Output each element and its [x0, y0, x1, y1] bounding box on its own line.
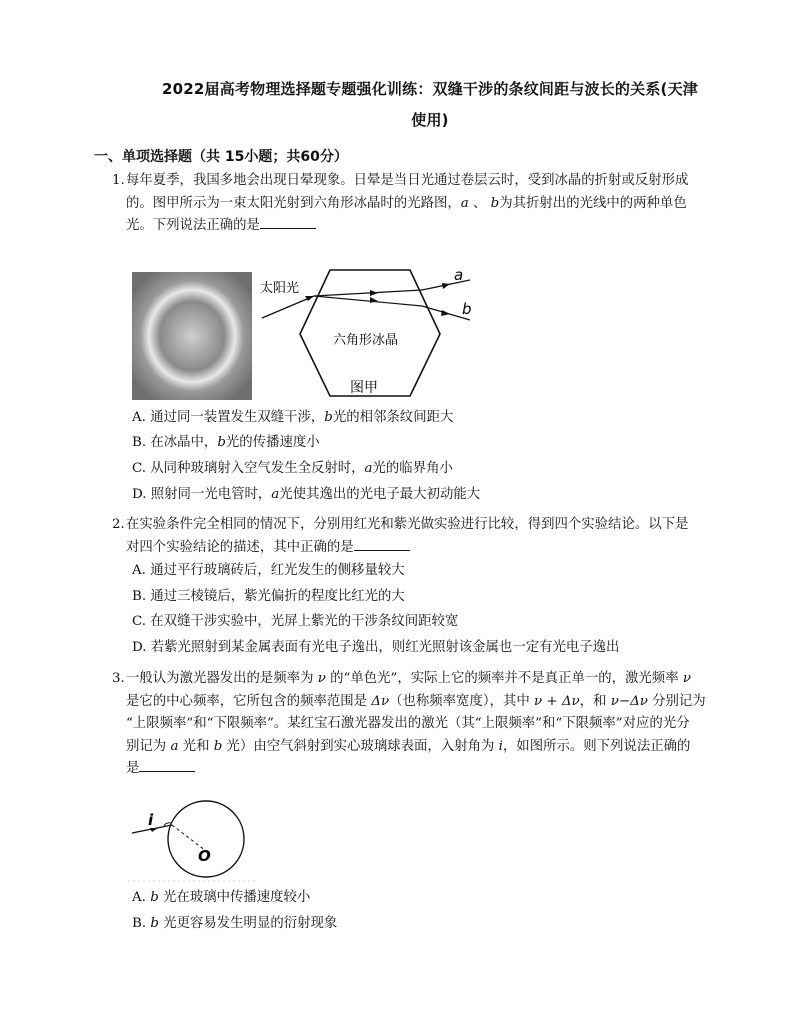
- question-3: 3.一般认为激光器发出的是频率为 ν 的“单色光”，实际上它的频率并不是真正单一的，激光频率 ν 是它的中心频率，它所包含的频率范围是 Δν（也称频率宽度），其中 ν + Δν，和 ν−Δν 分别记为 “上限频率”和“下限频率”。某红宝石激光器发出的激光（其“上限频率”和“下限频率”对应的光分 别记为 a 光和 b 光）由空气斜射到实心玻璃球表面，入射角为 i，如图所示。则下列说法正确的 是: [112, 668, 708, 781]
- title-line-2: 使用): [411, 111, 449, 129]
- option-a[interactable]: A. 通过平行玻璃砖后，红光发生的侧移量较大: [132, 563, 405, 578]
- q1-text-line2a: 的。图甲所示为一束太阳光射到六角形冰晶时的光路图，: [126, 195, 461, 211]
- option-c[interactable]: C. 从同种玻璃射入空气发生全反射时，a光的临界角小: [132, 461, 453, 476]
- answer-blank: [260, 216, 316, 229]
- question-number: 3.: [112, 671, 125, 686]
- center-o-label: O: [198, 847, 211, 865]
- var-b: b: [490, 195, 500, 211]
- figure-3: [128, 795, 258, 887]
- q1-text-line3: 光。下列说法正确的是: [126, 218, 260, 233]
- q1-text-line2b: 、: [468, 195, 487, 211]
- title-line-1: 2022届高考物理选择题专题强化训练：双缝干涉的条纹间距与波长的关系(天津: [161, 80, 698, 98]
- answer-blank: [354, 538, 410, 551]
- option-c[interactable]: C. 在双缝干涉实验中，光屏上紫光的干涉条纹间距较宽: [132, 614, 459, 629]
- var-a: a: [460, 195, 469, 211]
- option-b[interactable]: B. b 光更容易发生明显的衍射现象: [132, 916, 338, 931]
- halo-photo: [132, 272, 252, 400]
- figure-caption: 图甲: [350, 380, 378, 396]
- option-a[interactable]: A. b 光在玻璃中传播速度较小: [132, 890, 311, 905]
- q2-text-line1: 在实验条件完全相同的情况下，分别用红光和紫光做实验进行比较，得到四个实验结论。以下是: [126, 517, 689, 532]
- document-title: [150, 74, 710, 136]
- option-d[interactable]: D. 若紫光照射到某金属表面有光电子逸出，则红光照射该金属也一定有光电子逸出: [132, 640, 620, 655]
- ray-a-label: a: [454, 268, 464, 284]
- glass-sphere: [168, 801, 244, 877]
- option-d[interactable]: D. 照射同一光电管时，a光使其逸出的光电子最大初动能大: [132, 487, 481, 502]
- q1-text-line1: 每年夏季，我国多地会出现日晕现象。日晕是当日光通过卷层云时，受到冰晶的折射或反射形成: [126, 173, 689, 188]
- q1-text-line2c: 为其折射出的光线中的两种单色: [499, 195, 687, 211]
- sunlight-label: 太阳光: [260, 281, 300, 296]
- crystal-label: 六角形冰晶: [333, 333, 399, 348]
- ray-b-label: b: [462, 300, 472, 318]
- q2-text-line2: 对四个实验结论的描述，其中正确的是: [126, 539, 354, 555]
- section-heading: 一、单项选择题（共 15小题；共60分）: [94, 149, 348, 165]
- option-a[interactable]: A. 通过同一装置发生双缝干涉，b光的相邻条纹间距大: [132, 410, 454, 425]
- question-number: 2.: [112, 517, 125, 532]
- option-b[interactable]: B. 在冰晶中，b光的传播速度小: [132, 435, 320, 450]
- angle-i-label: i: [148, 811, 154, 829]
- answer-blank: [139, 759, 195, 772]
- figure-1: [130, 268, 490, 400]
- option-b[interactable]: B. 通过三棱镜后，紫光偏折的程度比红光的大: [132, 589, 405, 604]
- question-2: [112, 514, 708, 559]
- question-1: [112, 170, 708, 238]
- question-number: 1.: [112, 173, 125, 188]
